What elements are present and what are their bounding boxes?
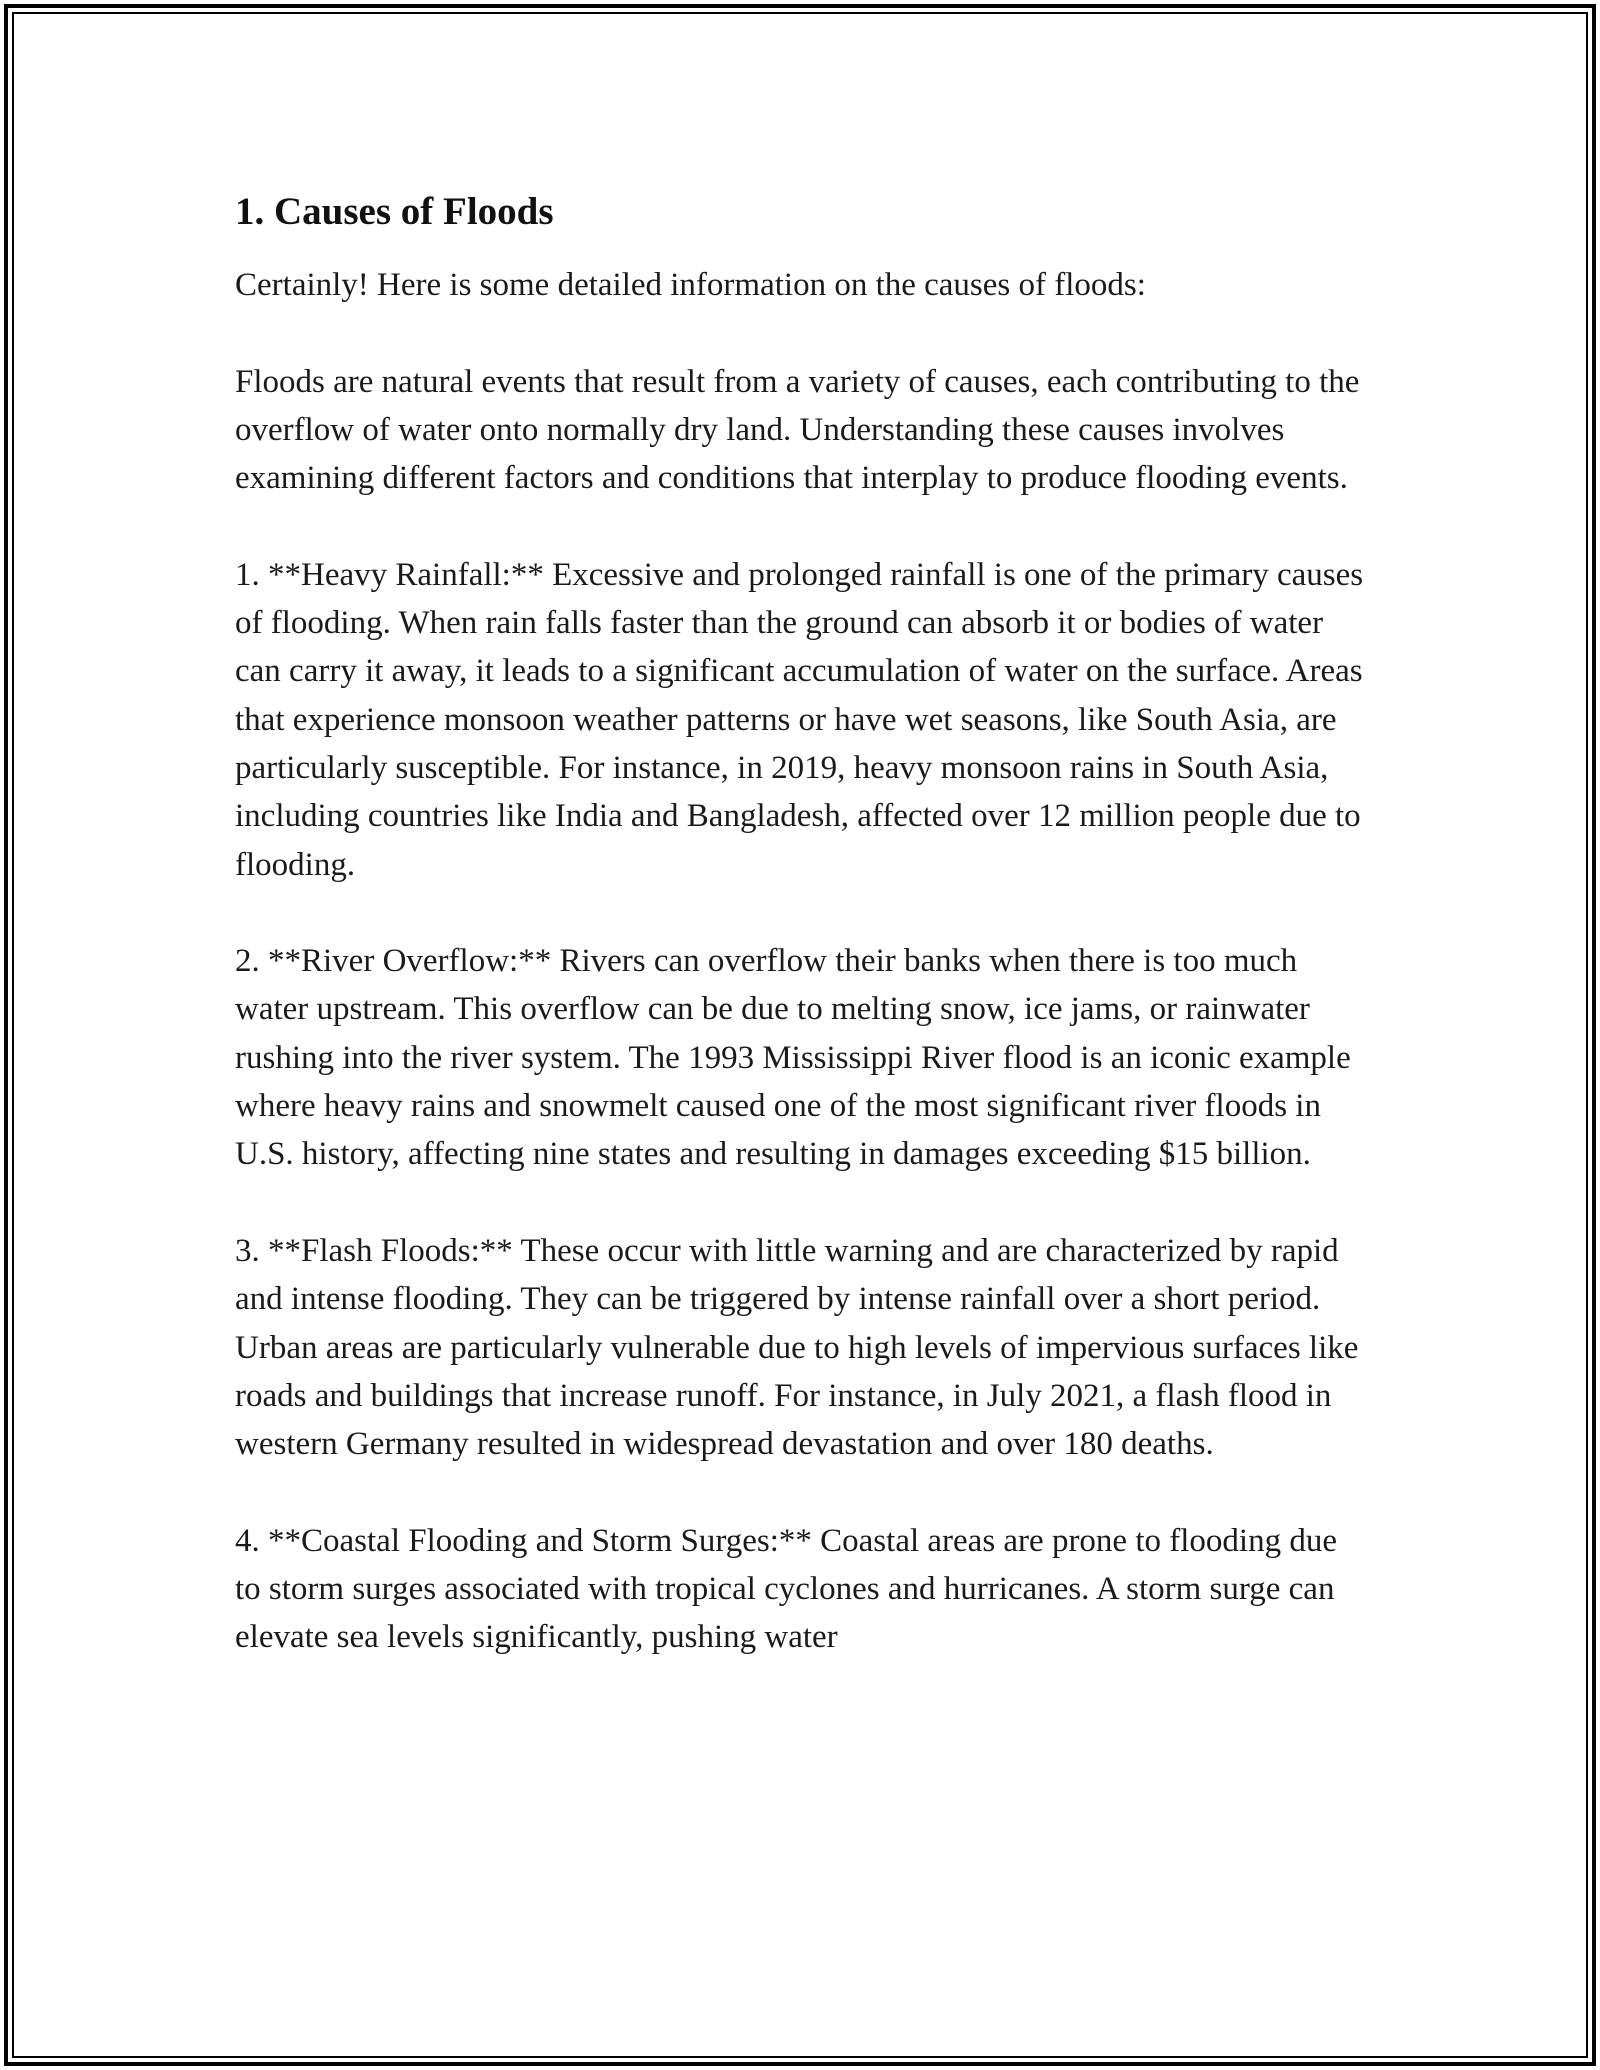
- flash-floods-paragraph: 3. **Flash Floods:** These occur with little warning and are characterized by rapid and intense flooding. They can be triggered by intense rainfall over a short period. Urban areas are particularly vulnerable due to high levels of impervious surfaces like roads and buildings that increase runoff. For instance, in July 2021, a flash flood in western Germany resulted in widespread devastation and over 180 deaths.: [235, 1232, 1359, 1463]
- coastal-flooding-paragraph: 4. **Coastal Flooding and Storm Surges:** Coastal areas are prone to flooding due to storm surges associated with tropical cyclones and hurricanes. A storm surge can elevate sea levels significantly, pushing water: [235, 1522, 1337, 1656]
- overview-paragraph: Floods are natural events that result from a variety of causes, each contributing to the overflow of water onto normally dry land. Understanding these causes involves examining different factors and conditions that interplay to produce flooding events.: [235, 363, 1360, 497]
- intro-sentence: Certainly! Here is some detailed information on the causes of floods:: [235, 267, 1146, 303]
- heavy-rainfall-paragraph: 1. **Heavy Rainfall:** Excessive and prolonged rainfall is one of the primary causes of flooding. When rain falls faster than the ground can absorb it or bodies of water can carry it away, it leads to a significant accumulation of water on the surface. Areas that experience monsoon weather patterns or have wet seasons, like South Asia, are particularly susceptible. For instance, in 2019, heavy monsoon rains in South Asia, including countries like India and Bangladesh, affected over 12 million people due to flooding.: [235, 556, 1364, 883]
- river-overflow-paragraph: 2. **River Overflow:** Rivers can overflow their banks when there is too much water upstream. This overflow can be due to melting snow, ice jams, or rainwater rushing into the river system. The 1993 Mississippi River flood is an iconic example where heavy rains and snowmelt caused one of the most significant river floods in U.S. history, affecting nine states and resulting in damages exceeding $15 billion.: [235, 943, 1351, 1173]
- document-body: [235, 186, 1365, 1662]
- section-heading: 1. Causes of Floods: [235, 190, 554, 233]
